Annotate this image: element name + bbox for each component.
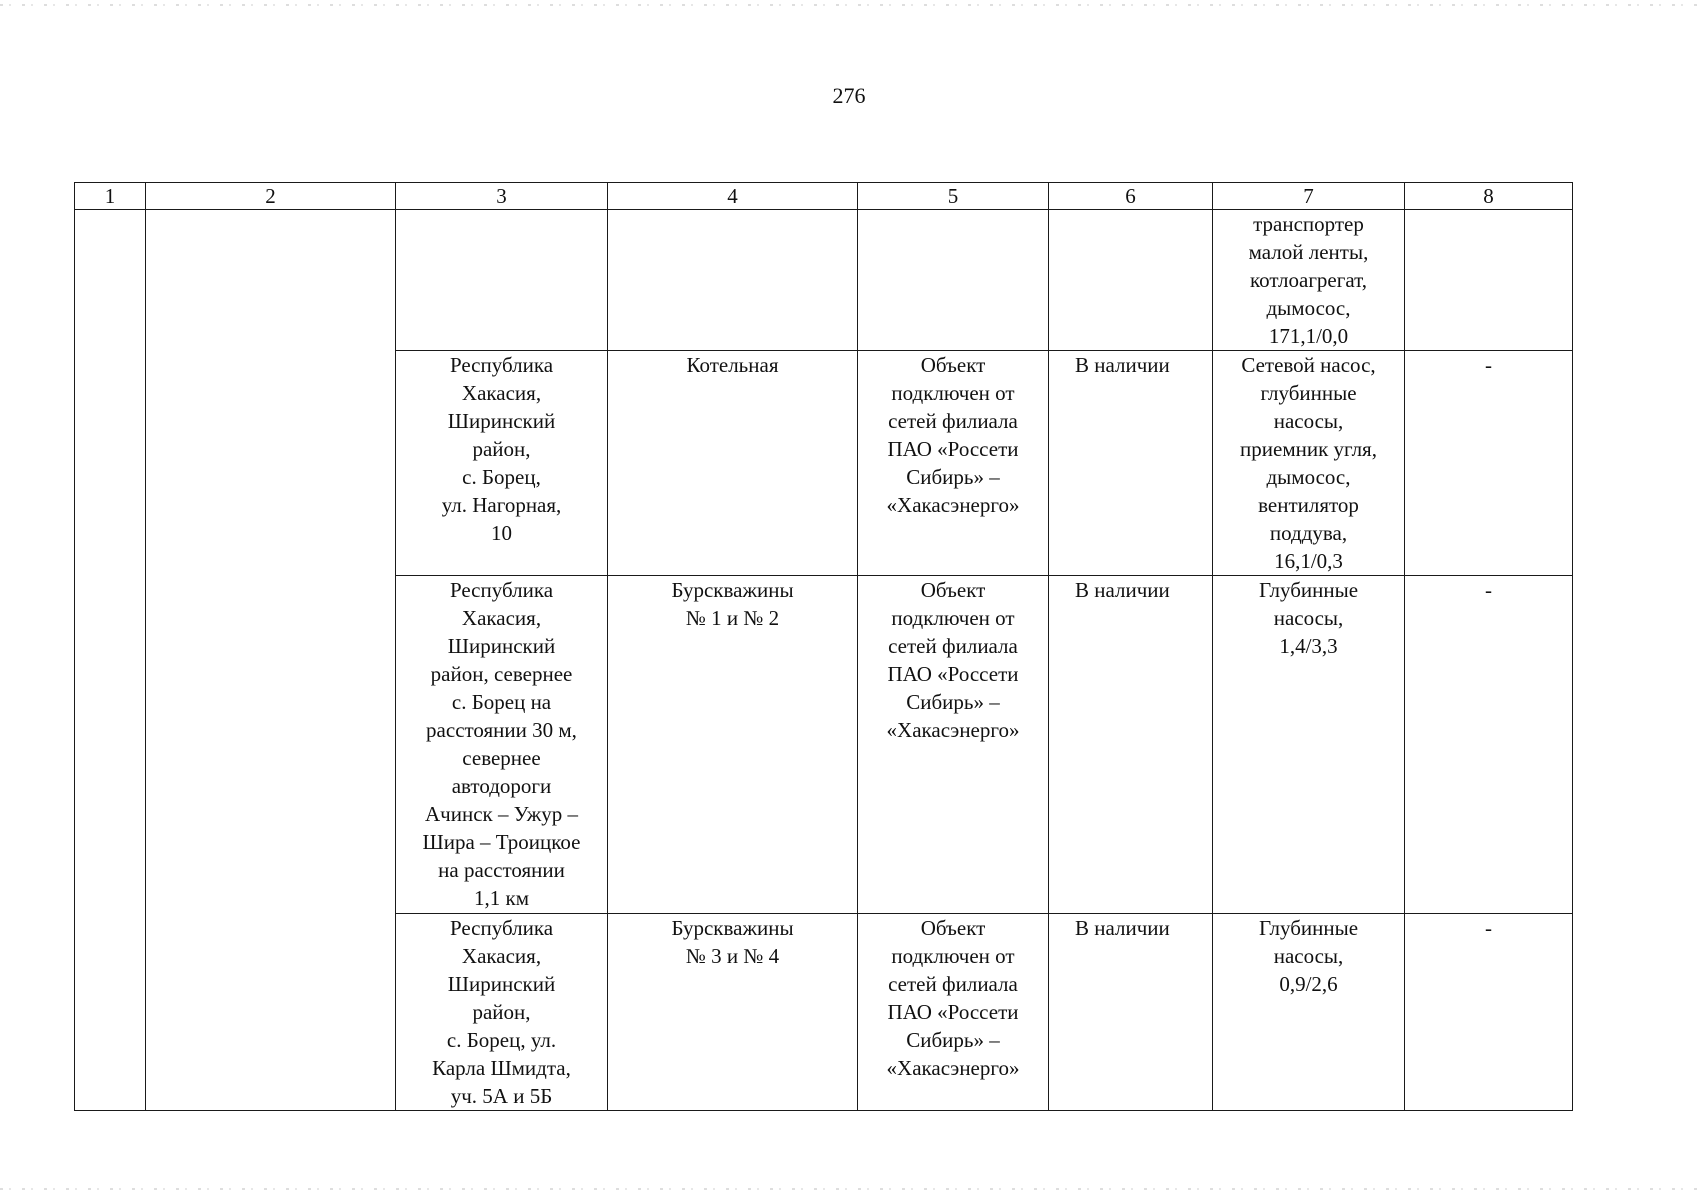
connection-cell: Объект подключен от сетей филиала ПАО «Россети Сибирь» – «Хакасэнерго» [858, 914, 1049, 1111]
table-row [75, 210, 1573, 351]
object-cell [608, 210, 858, 351]
equipment-cell: Глубинные насосы, 0,9/2,6 [1213, 914, 1405, 1111]
note-cell: - [1405, 576, 1573, 914]
note-cell: - [1405, 914, 1573, 1111]
scan-artifact-bottom [0, 1188, 1698, 1190]
column-header: 6 [1049, 183, 1213, 210]
status-cell: В наличии [1049, 576, 1213, 914]
connection-cell [858, 210, 1049, 351]
column-header: 7 [1213, 183, 1405, 210]
col-2-merged-cell [146, 210, 396, 1111]
address-cell: Республика Хакасия, Ширинский район, с. Борец, ул. Нагорная, 10 [396, 351, 608, 576]
note-cell: - [1405, 351, 1573, 576]
note-cell [1405, 210, 1573, 351]
scan-artifact-top [0, 4, 1698, 6]
table-header-row [75, 183, 1573, 210]
column-header: 1 [75, 183, 146, 210]
address-cell: Республика Хакасия, Ширинский район, с. Борец, ул. Карла Шмидта, уч. 5А и 5Б [396, 914, 608, 1111]
column-header: 5 [858, 183, 1049, 210]
status-cell [1049, 210, 1213, 351]
address-cell [396, 210, 608, 351]
equipment-cell: Глубинные насосы, 1,4/3,3 [1213, 576, 1405, 914]
equipment-cell: Сетевой насос, глубинные насосы, приемник угля, дымосос, вентилятор поддува, 16,1/0,3 [1213, 351, 1405, 576]
column-header: 8 [1405, 183, 1573, 210]
col-1-merged-cell [75, 210, 146, 1111]
column-header: 4 [608, 183, 858, 210]
page-number: 276 [832, 83, 866, 108]
object-cell: Котельная [608, 351, 858, 576]
connection-cell: Объект подключен от сетей филиала ПАО «Россети Сибирь» – «Хакасэнерго» [858, 576, 1049, 914]
column-header: 2 [146, 183, 396, 210]
equipment-cell: транспортер малой ленты, котлоагрегат, дымосос, 171,1/0,0 [1213, 210, 1405, 351]
status-cell: В наличии [1049, 914, 1213, 1111]
address-cell: Республика Хакасия, Ширинский район, севернее с. Борец на расстоянии 30 м, севернее автодороги Ачинск – Ужур – Шира – Троицкое на расстоянии 1,1 км [396, 576, 608, 914]
object-cell: Бурскважины № 1 и № 2 [608, 576, 858, 914]
data-table [74, 182, 1573, 1111]
connection-cell: Объект подключен от сетей филиала ПАО «Россети Сибирь» – «Хакасэнерго» [858, 351, 1049, 576]
column-header: 3 [396, 183, 608, 210]
object-cell: Бурскважины № 3 и № 4 [608, 914, 858, 1111]
status-cell: В наличии [1049, 351, 1213, 576]
